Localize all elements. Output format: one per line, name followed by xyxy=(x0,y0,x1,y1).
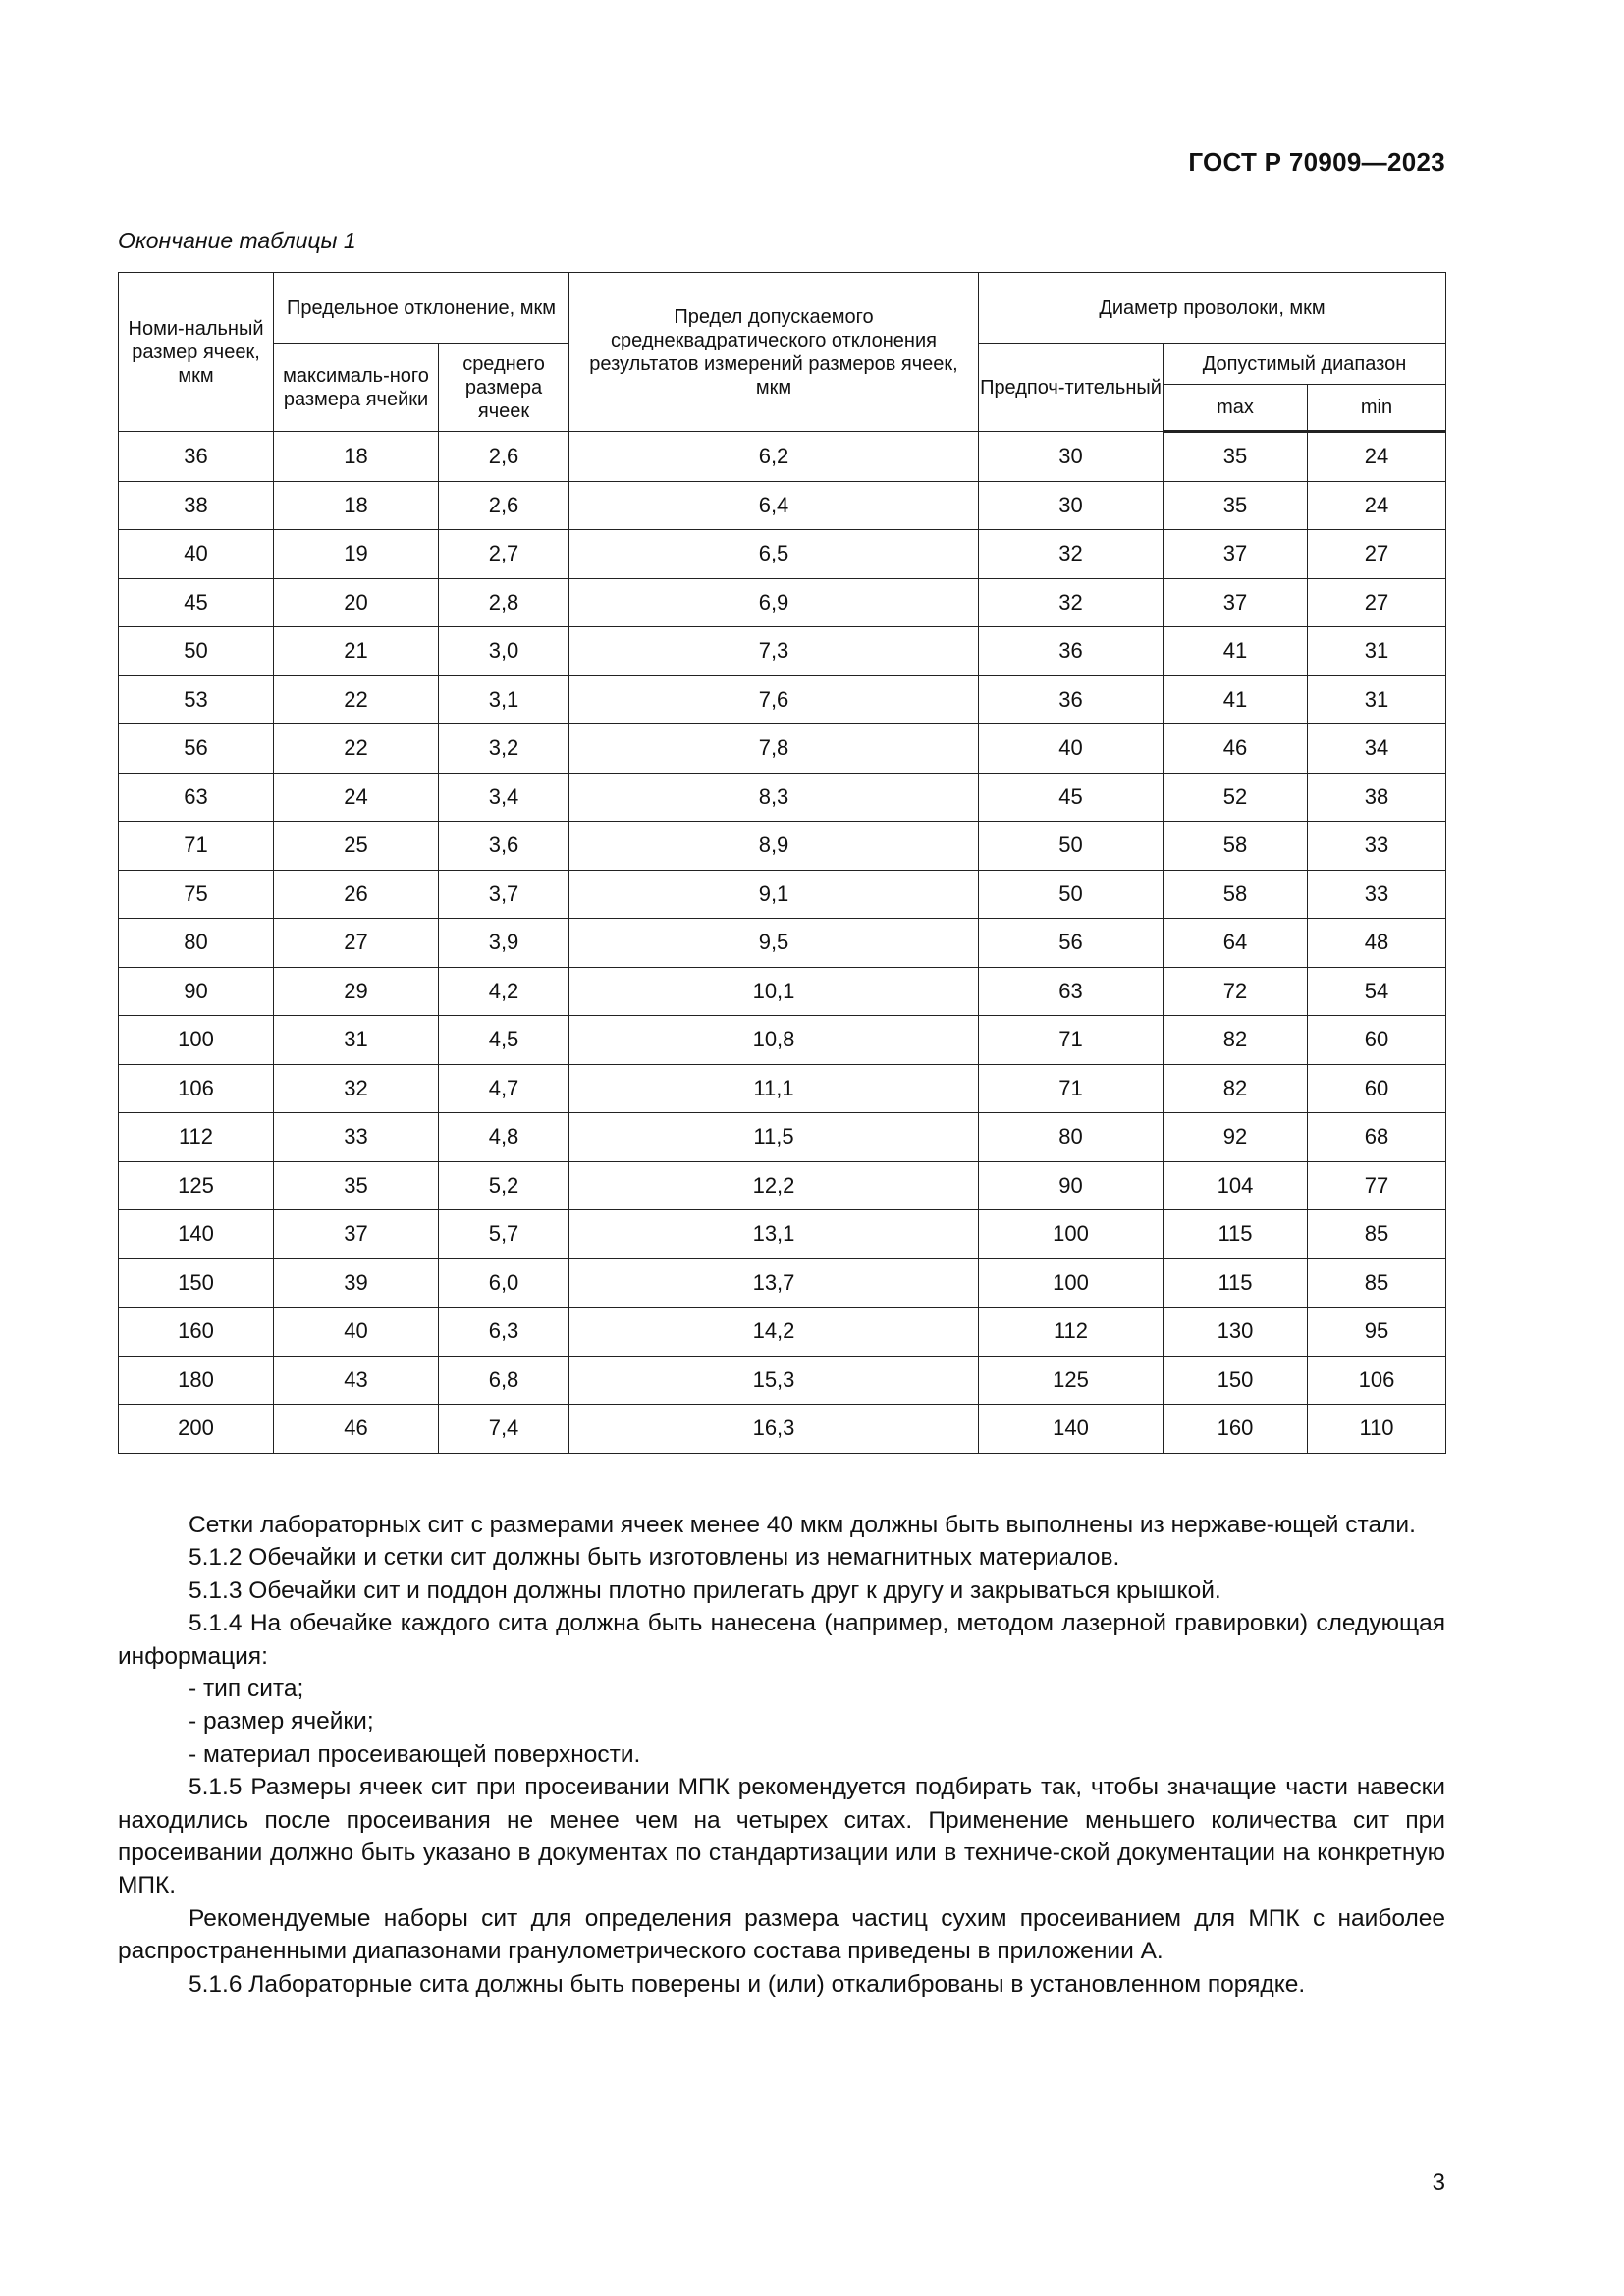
table-cell: 85 xyxy=(1308,1258,1446,1308)
table-cell: 6,8 xyxy=(439,1356,569,1405)
table-cell: 29 xyxy=(274,967,439,1016)
table-cell: 100 xyxy=(979,1210,1164,1259)
table-cell: 82 xyxy=(1164,1064,1308,1113)
table-row xyxy=(119,724,1446,774)
table-cell: 24 xyxy=(1308,432,1446,482)
table-cell: 71 xyxy=(119,822,274,871)
table-cell: 6,3 xyxy=(439,1308,569,1357)
table-cell: 26 xyxy=(274,870,439,919)
table-cell: 8,9 xyxy=(569,822,979,871)
table-cell: 160 xyxy=(119,1308,274,1357)
header-nominal-size: Номи-нальный размер ячеек, мкм xyxy=(119,273,274,432)
table-cell: 92 xyxy=(1164,1113,1308,1162)
table-cell: 41 xyxy=(1164,627,1308,676)
table-cell: 100 xyxy=(119,1016,274,1065)
table-cell: 150 xyxy=(1164,1356,1308,1405)
table-cell: 2,6 xyxy=(439,481,569,530)
table-cell: 115 xyxy=(1164,1210,1308,1259)
table-cell: 11,1 xyxy=(569,1064,979,1113)
table-cell: 71 xyxy=(979,1064,1164,1113)
table-cell: 3,6 xyxy=(439,822,569,871)
table-cell: 27 xyxy=(1308,530,1446,579)
table-cell: 140 xyxy=(979,1405,1164,1454)
table-cell: 4,7 xyxy=(439,1064,569,1113)
paragraph: 5.1.4 На обечайке каждого сита должна быть нанесена (например, методом лазерной гравировки) следующая информация: xyxy=(118,1610,1445,1670)
table-cell: 7,8 xyxy=(569,724,979,774)
table-cell: 14,2 xyxy=(569,1308,979,1357)
header-min: min xyxy=(1308,385,1446,432)
table-cell: 31 xyxy=(1308,627,1446,676)
table-cell: 53 xyxy=(119,675,274,724)
header-wire-diameter-group: Диаметр проволоки, мкм xyxy=(979,273,1446,344)
table-cell: 50 xyxy=(979,870,1164,919)
table-cell: 45 xyxy=(119,578,274,627)
table-cell: 9,1 xyxy=(569,870,979,919)
table-cell: 4,8 xyxy=(439,1113,569,1162)
table-row xyxy=(119,530,1446,579)
table-row xyxy=(119,1016,1446,1065)
table-row xyxy=(119,1210,1446,1259)
table-cell: 12,2 xyxy=(569,1161,979,1210)
table-cell: 2,8 xyxy=(439,578,569,627)
table-cell: 77 xyxy=(1308,1161,1446,1210)
table-cell: 112 xyxy=(119,1113,274,1162)
table-cell: 40 xyxy=(119,530,274,579)
table-cell: 32 xyxy=(979,578,1164,627)
sieve-table xyxy=(118,272,1446,1454)
table-cell: 22 xyxy=(274,675,439,724)
table-cell: 37 xyxy=(274,1210,439,1259)
table-cell: 38 xyxy=(119,481,274,530)
table-cell: 58 xyxy=(1164,822,1308,871)
table-row xyxy=(119,870,1446,919)
table-cell: 27 xyxy=(1308,578,1446,627)
table-cell: 106 xyxy=(119,1064,274,1113)
table-cell: 36 xyxy=(979,675,1164,724)
table-cell: 72 xyxy=(1164,967,1308,1016)
table-cell: 150 xyxy=(119,1258,274,1308)
table-cell: 4,2 xyxy=(439,967,569,1016)
table-row xyxy=(119,1405,1446,1454)
table-cell: 13,7 xyxy=(569,1258,979,1308)
table-cell: 46 xyxy=(1164,724,1308,774)
table-row xyxy=(119,675,1446,724)
table-cell: 64 xyxy=(1164,919,1308,968)
paragraph: 5.1.5 Размеры ячеек сит при просеивании МПК рекомендуется подбирать так, чтобы значащие части навески находились после просеивания не менее чем на четырех ситах. Применение меньшего количества сит при просеивании должно быть указано в документах по стандартизации или в техниче-ской документации на конкретную МПК. xyxy=(118,1774,1445,1899)
table-cell: 82 xyxy=(1164,1016,1308,1065)
table-body xyxy=(119,432,1446,1454)
table-cell: 71 xyxy=(979,1016,1164,1065)
table-cell: 50 xyxy=(979,822,1164,871)
table-cell: 34 xyxy=(1308,724,1446,774)
table-row xyxy=(119,1356,1446,1405)
table-cell: 33 xyxy=(274,1113,439,1162)
table-cell: 50 xyxy=(119,627,274,676)
table-cell: 60 xyxy=(1308,1016,1446,1065)
table-cell: 106 xyxy=(1308,1356,1446,1405)
table-cell: 7,4 xyxy=(439,1405,569,1454)
table-cell: 130 xyxy=(1164,1308,1308,1357)
paragraph: 5.1.6 Лабораторные сита должны быть поверены и (или) откалиброваны в установленном порядке. xyxy=(189,1970,1306,1998)
table-cell: 7,3 xyxy=(569,627,979,676)
table-cell: 2,6 xyxy=(439,432,569,482)
table-cell: 3,0 xyxy=(439,627,569,676)
table-cell: 60 xyxy=(1308,1064,1446,1113)
table-row xyxy=(119,578,1446,627)
table-row xyxy=(119,432,1446,482)
paragraph: 5.1.2 Обечайки и сетки сит должны быть изготовлены из немагнитных материалов. xyxy=(189,1544,1120,1572)
header-max-deviation: максималь-ного размера ячейки xyxy=(274,344,439,432)
table-row xyxy=(119,773,1446,822)
header-avg-deviation: среднего размера ячеек xyxy=(439,344,569,432)
table-cell: 39 xyxy=(274,1258,439,1308)
table-cell: 40 xyxy=(979,724,1164,774)
list-item: - размер ячейки; xyxy=(189,1708,374,1735)
table-cell: 68 xyxy=(1308,1113,1446,1162)
table-cell: 58 xyxy=(1164,870,1308,919)
table-row xyxy=(119,1308,1446,1357)
table-row xyxy=(119,919,1446,968)
table-cell: 63 xyxy=(119,773,274,822)
table-cell: 22 xyxy=(274,724,439,774)
table-cell: 18 xyxy=(274,432,439,482)
table-cell: 19 xyxy=(274,530,439,579)
header-std-limit: Предел допускаемого среднеквадратического отклонения результатов измерений размеров ячеек, мкм xyxy=(569,273,979,432)
table-cell: 6,2 xyxy=(569,432,979,482)
table-cell: 104 xyxy=(1164,1161,1308,1210)
table-cell: 95 xyxy=(1308,1308,1446,1357)
table-cell: 35 xyxy=(1164,432,1308,482)
table-cell: 38 xyxy=(1308,773,1446,822)
table-cell: 31 xyxy=(274,1016,439,1065)
header-max: max xyxy=(1164,385,1308,432)
table-cell: 35 xyxy=(274,1161,439,1210)
table-cell: 24 xyxy=(1308,481,1446,530)
table-cell: 36 xyxy=(979,627,1164,676)
paragraph: 5.1.3 Обечайки сит и поддон должны плотно прилегать друг к другу и закрываться крышкой. xyxy=(189,1576,1221,1604)
list-item: - тип сита; xyxy=(189,1676,304,1703)
table-cell: 16,3 xyxy=(569,1405,979,1454)
table-cell: 125 xyxy=(119,1161,274,1210)
paragraph: Рекомендуемые наборы сит для определения размера частиц сухим просеиванием для МПК с наиболее распространенными диапазонами гранулометрического состава приведены в приложении А. xyxy=(118,1904,1445,1965)
table-cell: 3,7 xyxy=(439,870,569,919)
table-cell: 30 xyxy=(979,481,1164,530)
table-cell: 125 xyxy=(979,1356,1164,1405)
table-cell: 200 xyxy=(119,1405,274,1454)
table-cell: 75 xyxy=(119,870,274,919)
table-cell: 90 xyxy=(119,967,274,1016)
table-row xyxy=(119,1064,1446,1113)
table-row xyxy=(119,967,1446,1016)
table-cell: 115 xyxy=(1164,1258,1308,1308)
table-row xyxy=(119,1258,1446,1308)
paragraph: Сетки лабораторных сит с размерами ячеек менее 40 мкм должны быть выполнены из нержаве-ющей стали. xyxy=(189,1512,1416,1538)
table-cell: 4,5 xyxy=(439,1016,569,1065)
table-cell: 32 xyxy=(274,1064,439,1113)
table-cell: 110 xyxy=(1308,1405,1446,1454)
table-cell: 40 xyxy=(274,1308,439,1357)
table-cell: 24 xyxy=(274,773,439,822)
table-cell: 56 xyxy=(979,919,1164,968)
table-cell: 52 xyxy=(1164,773,1308,822)
table-cell: 2,7 xyxy=(439,530,569,579)
table-row xyxy=(119,481,1446,530)
table-caption: Окончание таблицы 1 xyxy=(118,228,356,253)
table-cell: 43 xyxy=(274,1356,439,1405)
list-item: - материал просеивающей поверхности. xyxy=(189,1740,641,1768)
table-cell: 37 xyxy=(1164,578,1308,627)
table-cell: 85 xyxy=(1308,1210,1446,1259)
table-cell: 5,7 xyxy=(439,1210,569,1259)
table-cell: 6,4 xyxy=(569,481,979,530)
table-cell: 6,5 xyxy=(569,530,979,579)
table-cell: 41 xyxy=(1164,675,1308,724)
table-cell: 30 xyxy=(979,432,1164,482)
table-cell: 8,3 xyxy=(569,773,979,822)
table-cell: 15,3 xyxy=(569,1356,979,1405)
table-cell: 46 xyxy=(274,1405,439,1454)
table-cell: 21 xyxy=(274,627,439,676)
table-cell: 33 xyxy=(1308,822,1446,871)
table-cell: 80 xyxy=(979,1113,1164,1162)
table-row xyxy=(119,627,1446,676)
table-cell: 9,5 xyxy=(569,919,979,968)
table-row xyxy=(119,1161,1446,1210)
header-deviation-group: Предельное отклонение, мкм xyxy=(274,273,569,344)
table-cell: 3,9 xyxy=(439,919,569,968)
table-cell: 3,2 xyxy=(439,724,569,774)
table-cell: 3,4 xyxy=(439,773,569,822)
table-cell: 3,1 xyxy=(439,675,569,724)
table-cell: 27 xyxy=(274,919,439,968)
table-cell: 36 xyxy=(119,432,274,482)
table-cell: 6,0 xyxy=(439,1258,569,1308)
table-cell: 37 xyxy=(1164,530,1308,579)
table-cell: 11,5 xyxy=(569,1113,979,1162)
table-cell: 7,6 xyxy=(569,675,979,724)
table-cell: 35 xyxy=(1164,481,1308,530)
table-cell: 48 xyxy=(1308,919,1446,968)
table-cell: 32 xyxy=(979,530,1164,579)
table-cell: 18 xyxy=(274,481,439,530)
table-row xyxy=(119,822,1446,871)
table-cell: 160 xyxy=(1164,1405,1308,1454)
document-code: ГОСТ Р 70909—2023 xyxy=(1188,147,1445,177)
table-cell: 20 xyxy=(274,578,439,627)
table-row xyxy=(119,1113,1446,1162)
table-cell: 13,1 xyxy=(569,1210,979,1259)
table-cell: 6,9 xyxy=(569,578,979,627)
table-cell: 56 xyxy=(119,724,274,774)
table-cell: 80 xyxy=(119,919,274,968)
page-number: 3 xyxy=(1432,2169,1445,2196)
table-cell: 90 xyxy=(979,1161,1164,1210)
table-cell: 5,2 xyxy=(439,1161,569,1210)
table-cell: 100 xyxy=(979,1258,1164,1308)
table-cell: 63 xyxy=(979,967,1164,1016)
table-cell: 31 xyxy=(1308,675,1446,724)
table-cell: 112 xyxy=(979,1308,1164,1357)
body-text xyxy=(118,1509,1445,2001)
table-cell: 33 xyxy=(1308,870,1446,919)
table-cell: 180 xyxy=(119,1356,274,1405)
table-cell: 54 xyxy=(1308,967,1446,1016)
table-cell: 10,1 xyxy=(569,967,979,1016)
table-cell: 140 xyxy=(119,1210,274,1259)
header-preferred: Предпоч-тительный xyxy=(979,344,1164,432)
table-cell: 25 xyxy=(274,822,439,871)
table-cell: 45 xyxy=(979,773,1164,822)
header-allowed-range: Допустимый диапазон xyxy=(1164,344,1446,385)
table-cell: 10,8 xyxy=(569,1016,979,1065)
